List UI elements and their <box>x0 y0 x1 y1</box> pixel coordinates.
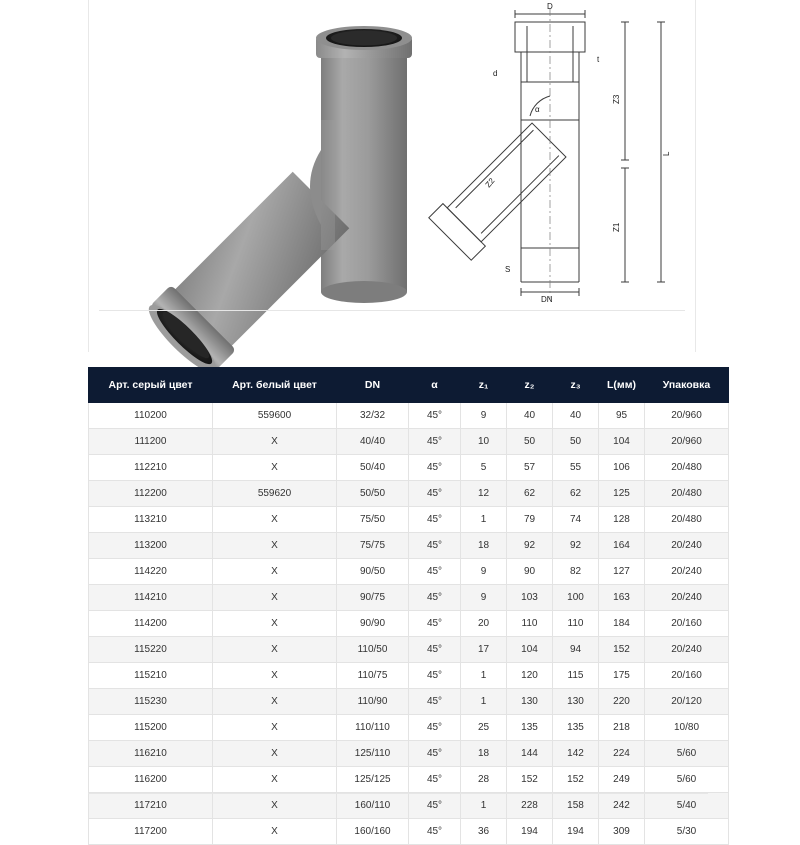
cell-art-white: X <box>213 689 337 715</box>
cell-z1: 1 <box>461 663 507 689</box>
cell-length: 249 <box>599 767 645 793</box>
cell-dn: 125/125 <box>337 767 409 793</box>
cell-art-grey: 112210 <box>89 455 213 481</box>
cell-alpha: 45° <box>409 715 461 741</box>
cell-length: 224 <box>599 741 645 767</box>
technical-drawing-svg <box>429 0 697 310</box>
table-row <box>89 767 729 793</box>
cell-dn: 50/50 <box>337 481 409 507</box>
cell-art-grey: 113200 <box>89 533 213 559</box>
cell-z1: 10 <box>461 429 507 455</box>
table-row <box>89 819 729 845</box>
cell-z2: 62 <box>507 481 553 507</box>
col-alpha: α <box>409 368 461 403</box>
cell-alpha: 45° <box>409 663 461 689</box>
cell-alpha: 45° <box>409 741 461 767</box>
cell-art-grey: 114200 <box>89 611 213 637</box>
cell-alpha: 45° <box>409 689 461 715</box>
cell-art-grey: 114220 <box>89 559 213 585</box>
cell-art-grey: 115200 <box>89 715 213 741</box>
cell-z3: 100 <box>553 585 599 611</box>
cell-art-grey: 116210 <box>89 741 213 767</box>
table-body <box>89 403 729 845</box>
col-packaging: Упаковка <box>645 368 729 403</box>
cell-art-white: X <box>213 819 337 845</box>
cell-z3: 82 <box>553 559 599 585</box>
cell-z2: 144 <box>507 741 553 767</box>
table-row <box>89 611 729 637</box>
cell-packaging: 20/160 <box>645 611 729 637</box>
cell-alpha: 45° <box>409 403 461 429</box>
cell-z3: 110 <box>553 611 599 637</box>
cell-packaging: 20/240 <box>645 637 729 663</box>
cell-art-white: X <box>213 767 337 793</box>
table-row <box>89 559 729 585</box>
cell-z2: 135 <box>507 715 553 741</box>
cell-dn: 75/50 <box>337 507 409 533</box>
cell-z3: 194 <box>553 819 599 845</box>
cell-dn: 50/40 <box>337 455 409 481</box>
label-Z2: Z2 <box>483 176 497 190</box>
table-row <box>89 481 729 507</box>
cell-z2: 110 <box>507 611 553 637</box>
cell-art-grey: 115220 <box>89 637 213 663</box>
cell-z1: 18 <box>461 741 507 767</box>
cell-z3: 92 <box>553 533 599 559</box>
cell-dn: 90/75 <box>337 585 409 611</box>
cell-z3: 40 <box>553 403 599 429</box>
cell-z2: 40 <box>507 403 553 429</box>
cell-art-grey: 115210 <box>89 663 213 689</box>
table-row <box>89 663 729 689</box>
cell-dn: 40/40 <box>337 429 409 455</box>
label-DN: DN <box>541 295 553 304</box>
cell-z2: 50 <box>507 429 553 455</box>
cell-art-grey: 117200 <box>89 819 213 845</box>
cell-dn: 110/75 <box>337 663 409 689</box>
cell-packaging: 20/480 <box>645 481 729 507</box>
col-length: L(мм) <box>599 368 645 403</box>
cell-z1: 1 <box>461 689 507 715</box>
cell-length: 125 <box>599 481 645 507</box>
cell-art-white: X <box>213 715 337 741</box>
cell-dn: 90/50 <box>337 559 409 585</box>
cell-length: 184 <box>599 611 645 637</box>
cell-dn: 160/110 <box>337 793 409 819</box>
label-alpha: α <box>535 105 540 114</box>
cell-alpha: 45° <box>409 637 461 663</box>
cell-art-white: X <box>213 585 337 611</box>
cell-alpha: 45° <box>409 819 461 845</box>
cell-length: 164 <box>599 533 645 559</box>
cell-z2: 57 <box>507 455 553 481</box>
label-L: L <box>662 151 671 156</box>
cell-length: 175 <box>599 663 645 689</box>
cell-z3: 115 <box>553 663 599 689</box>
cell-dn: 110/50 <box>337 637 409 663</box>
cell-z3: 50 <box>553 429 599 455</box>
cell-packaging: 5/30 <box>645 819 729 845</box>
cell-z3: 94 <box>553 637 599 663</box>
cell-art-white: X <box>213 507 337 533</box>
cell-z2: 79 <box>507 507 553 533</box>
cell-art-white: X <box>213 533 337 559</box>
col-z3: z₃ <box>553 368 599 403</box>
cell-z1: 17 <box>461 637 507 663</box>
table-row <box>89 403 729 429</box>
cell-z2: 130 <box>507 689 553 715</box>
cell-alpha: 45° <box>409 507 461 533</box>
cell-dn: 32/32 <box>337 403 409 429</box>
cell-art-white: X <box>213 455 337 481</box>
cell-z2: 120 <box>507 663 553 689</box>
cell-packaging: 10/80 <box>645 715 729 741</box>
cell-z1: 36 <box>461 819 507 845</box>
cell-art-grey: 111200 <box>89 429 213 455</box>
cell-alpha: 45° <box>409 611 461 637</box>
cell-z2: 103 <box>507 585 553 611</box>
label-D: D <box>547 2 553 11</box>
table-row <box>89 429 729 455</box>
col-z2: z₂ <box>507 368 553 403</box>
col-art-grey: Арт. серый цвет <box>89 368 213 403</box>
pipe-photo-svg <box>89 0 429 310</box>
spec-table-wrap <box>88 367 711 845</box>
cell-dn: 90/90 <box>337 611 409 637</box>
cell-alpha: 45° <box>409 585 461 611</box>
table-row <box>89 585 729 611</box>
cell-z1: 20 <box>461 611 507 637</box>
cell-length: 127 <box>599 559 645 585</box>
product-image-panel <box>88 0 696 352</box>
cell-packaging: 5/60 <box>645 767 729 793</box>
cell-z3: 62 <box>553 481 599 507</box>
table-row <box>89 741 729 767</box>
cell-alpha: 45° <box>409 429 461 455</box>
cell-art-grey: 117210 <box>89 793 213 819</box>
table-row <box>89 793 729 819</box>
cell-packaging: 5/60 <box>645 741 729 767</box>
label-S: S <box>505 265 511 274</box>
cell-art-white[interactable]: 559620 <box>213 481 337 507</box>
cell-z2: 228 <box>507 793 553 819</box>
cell-z1: 25 <box>461 715 507 741</box>
cell-z1: 9 <box>461 559 507 585</box>
pipe-tee-photo <box>89 0 429 310</box>
bottom-divider <box>88 793 708 794</box>
cell-length: 242 <box>599 793 645 819</box>
cell-art-white: X <box>213 429 337 455</box>
cell-length: 220 <box>599 689 645 715</box>
cell-packaging: 20/120 <box>645 689 729 715</box>
cell-z2: 92 <box>507 533 553 559</box>
cell-dn: 110/90 <box>337 689 409 715</box>
cell-art-grey: 110200 <box>89 403 213 429</box>
cell-z1: 18 <box>461 533 507 559</box>
cell-packaging: 20/960 <box>645 429 729 455</box>
cell-alpha: 45° <box>409 767 461 793</box>
cell-z3: 142 <box>553 741 599 767</box>
cell-art-white: X <box>213 793 337 819</box>
cell-dn: 125/110 <box>337 741 409 767</box>
cell-z1: 12 <box>461 481 507 507</box>
cell-art-grey: 112200 <box>89 481 213 507</box>
cell-alpha: 45° <box>409 455 461 481</box>
cell-art-white: X <box>213 611 337 637</box>
cell-length: 104 <box>599 429 645 455</box>
col-art-white: Арт. белый цвет <box>213 368 337 403</box>
col-z1: z₁ <box>461 368 507 403</box>
cell-z1: 1 <box>461 793 507 819</box>
label-d: d <box>493 69 498 78</box>
cell-length: 218 <box>599 715 645 741</box>
cell-art-grey: 114210 <box>89 585 213 611</box>
cell-art-white: X <box>213 637 337 663</box>
cell-z1: 9 <box>461 585 507 611</box>
cell-art-grey: 116200 <box>89 767 213 793</box>
cell-z2: 152 <box>507 767 553 793</box>
cell-length: 128 <box>599 507 645 533</box>
cell-length: 152 <box>599 637 645 663</box>
cell-length: 309 <box>599 819 645 845</box>
cell-dn: 160/160 <box>337 819 409 845</box>
cell-alpha: 45° <box>409 793 461 819</box>
cell-packaging: 20/960 <box>645 403 729 429</box>
cell-packaging: 20/240 <box>645 533 729 559</box>
cell-packaging: 20/240 <box>645 585 729 611</box>
cell-z3: 74 <box>553 507 599 533</box>
table-row <box>89 455 729 481</box>
cell-z3: 135 <box>553 715 599 741</box>
table-row <box>89 715 729 741</box>
table-head <box>89 368 729 403</box>
cell-packaging: 20/240 <box>645 559 729 585</box>
cell-z1: 28 <box>461 767 507 793</box>
cell-z2: 90 <box>507 559 553 585</box>
cell-packaging: 5/40 <box>645 793 729 819</box>
spec-table <box>88 367 729 845</box>
cell-z3: 130 <box>553 689 599 715</box>
technical-drawing <box>429 0 697 310</box>
table-header-row <box>89 368 729 403</box>
cell-art-grey: 113210 <box>89 507 213 533</box>
panel-divider <box>99 310 685 311</box>
cell-z1: 1 <box>461 507 507 533</box>
cell-packaging: 20/480 <box>645 507 729 533</box>
label-Z1: Z1 <box>612 222 621 232</box>
cell-packaging: 20/160 <box>645 663 729 689</box>
cell-z3: 55 <box>553 455 599 481</box>
cell-alpha: 45° <box>409 481 461 507</box>
cell-z2: 104 <box>507 637 553 663</box>
cell-z3: 158 <box>553 793 599 819</box>
table-row <box>89 637 729 663</box>
table-row <box>89 689 729 715</box>
cell-packaging: 20/480 <box>645 455 729 481</box>
cell-art-white[interactable]: 559600 <box>213 403 337 429</box>
cell-dn: 75/75 <box>337 533 409 559</box>
label-Z3: Z3 <box>612 94 621 104</box>
cell-length: 106 <box>599 455 645 481</box>
cell-z3: 152 <box>553 767 599 793</box>
cell-length: 95 <box>599 403 645 429</box>
cell-length: 163 <box>599 585 645 611</box>
cell-alpha: 45° <box>409 533 461 559</box>
col-dn: DN <box>337 368 409 403</box>
cell-dn: 110/110 <box>337 715 409 741</box>
cell-art-white: X <box>213 559 337 585</box>
cell-art-white: X <box>213 663 337 689</box>
label-t: t <box>597 55 600 64</box>
cell-alpha: 45° <box>409 559 461 585</box>
cell-art-white: X <box>213 741 337 767</box>
cell-z1: 5 <box>461 455 507 481</box>
cell-art-grey[interactable]: 115230 <box>89 689 213 715</box>
cell-z1: 9 <box>461 403 507 429</box>
cell-z2: 194 <box>507 819 553 845</box>
table-row <box>89 533 729 559</box>
table-row <box>89 507 729 533</box>
